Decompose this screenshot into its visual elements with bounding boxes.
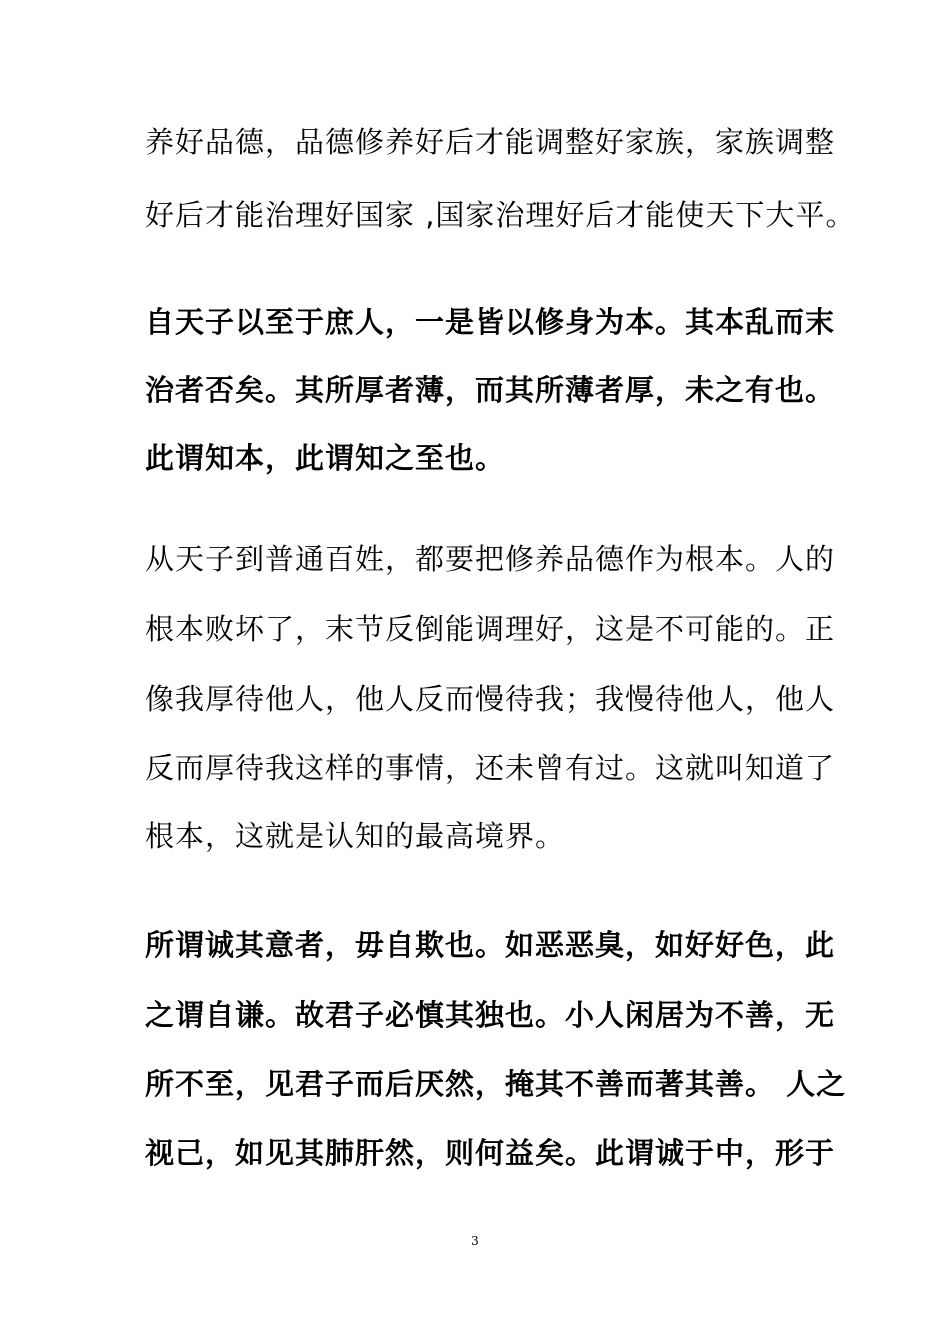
paragraph-2-line-1: 自天子以至于庶人，一是皆以修身为本。其本乱而末 [145,305,836,339]
paragraph-2-line-2: 治者否矣。其所厚者薄，而其所薄者厚，未之有也。 [145,373,836,407]
paragraph-4-line-4: 视己，如见其肺肝然，则何益矣。此谓诚于中，形于 [145,1136,836,1170]
paragraph-3-line-4: 反而厚待我这样的事情，还未曾有过。这就叫知道了 [145,751,836,785]
page-number: 3 [471,1234,479,1248]
paragraph-2-line-3: 此谓知本，此谓知之至也。 [145,441,506,475]
paragraph-3-line-2: 根本败坏了，末节反倒能调理好，这是不可能的。正 [145,612,836,646]
paragraph-4-line-3: 所不至，见君子而后厌然，掩其不善而著其善。 人之 [145,1067,847,1101]
paragraph-4-line-2: 之谓自谦。故君子必慎其独也。小人闲居为不善，无 [145,998,836,1032]
paragraph-3-line-1: 从天子到普通百姓，都要把修养品德作为根本。人的 [145,542,836,576]
paragraph-3-line-3: 像我厚待他人，他人反而慢待我；我慢待他人，他人 [145,682,836,716]
paragraph-4-line-1: 所谓诚其意者，毋自欺也。如恶恶臭，如好好色，此 [145,928,836,962]
paragraph-1-line-2: 好后才能治理好国家 ,国家治理好后才能使天下大平。 [145,198,856,232]
paragraph-3-line-5: 根本，这就是认知的最高境界。 [145,819,566,853]
paragraph-1-line-1: 养好品德，品德修养好后才能调整好家族，家族调整 [145,125,836,159]
